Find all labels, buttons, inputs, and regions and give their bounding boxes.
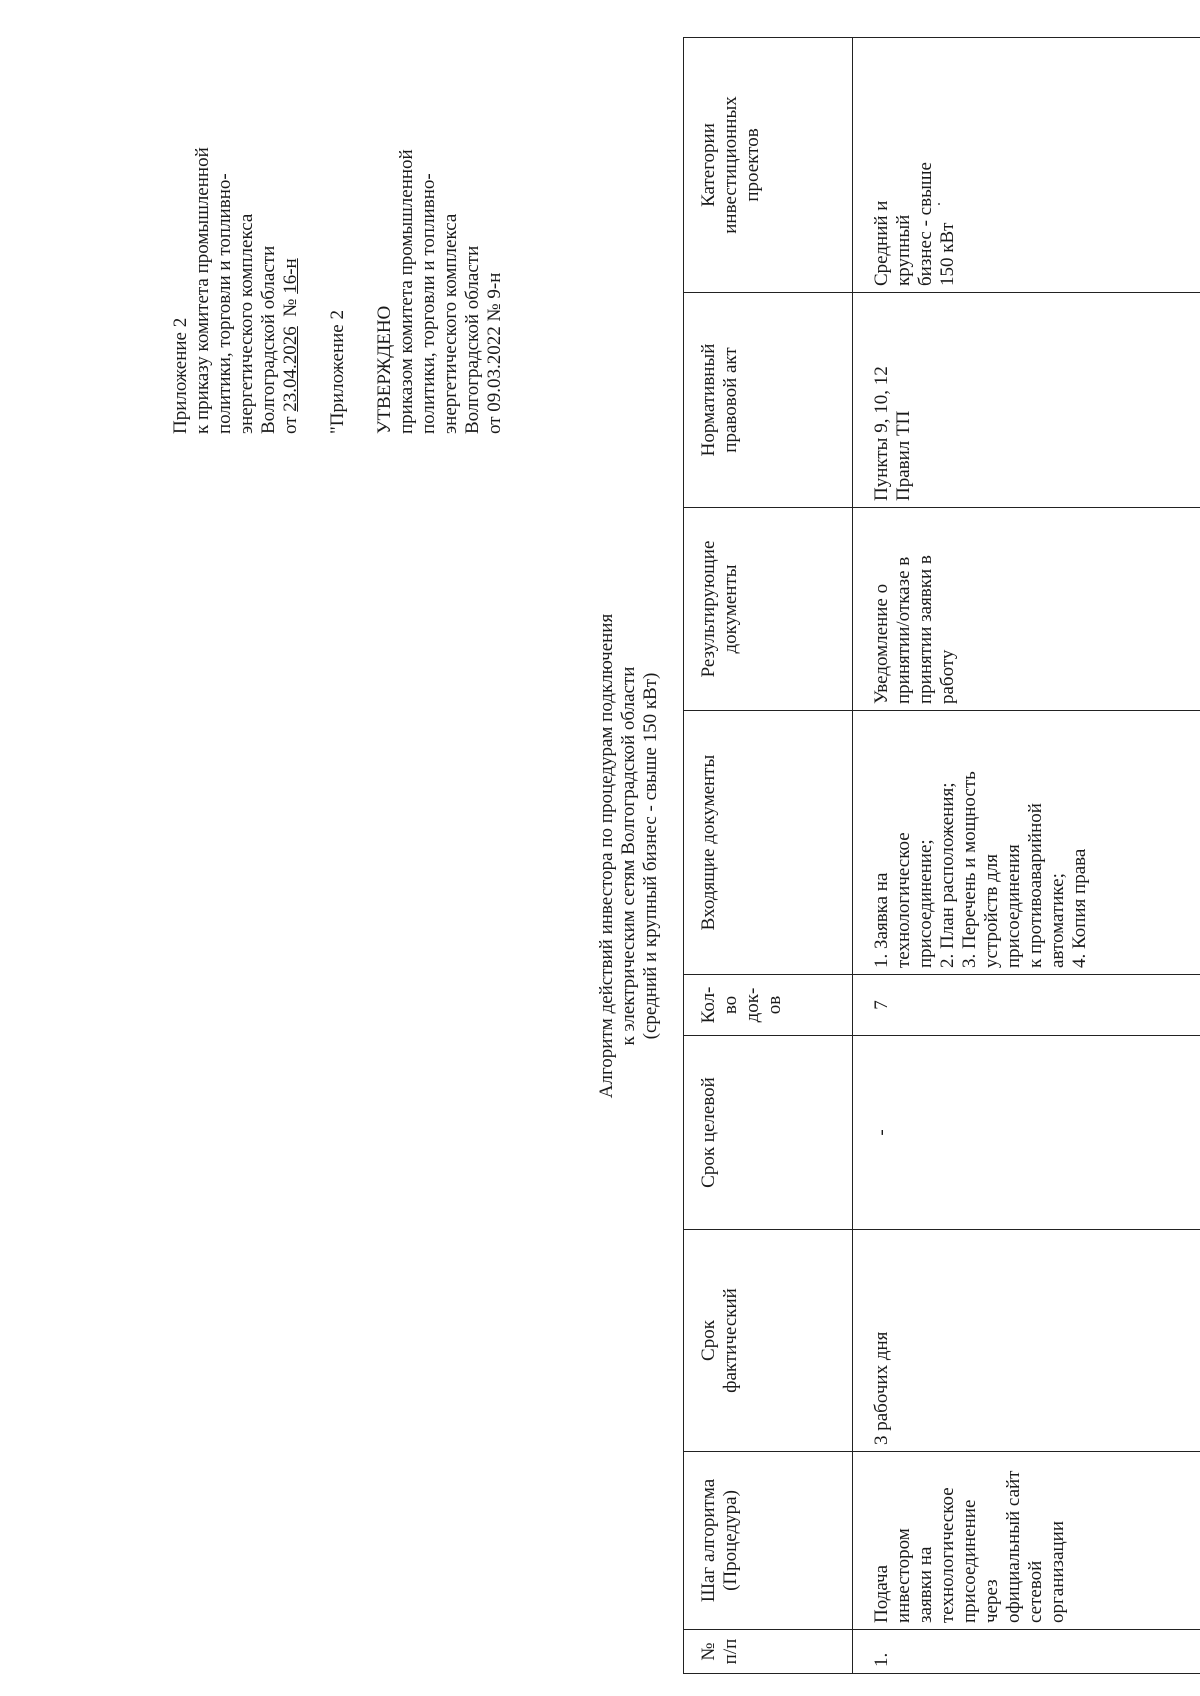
cell-line: Кол- [698, 986, 719, 1024]
cell-line: Правил ТП [893, 410, 914, 501]
cell-line: док- [742, 987, 763, 1023]
table-header-row [684, 38, 853, 1674]
order-date-line [280, 0, 302, 434]
appendix-line: Волгоградской области [258, 245, 279, 434]
cell-actual-term [853, 1230, 1200, 1452]
cell-line: инвестиционных [720, 96, 741, 234]
cell-line: заявки на [915, 1546, 936, 1623]
cell-num: 1. [853, 1630, 1200, 1674]
approved-line: энергетического комплекса [440, 213, 461, 434]
appendix-line: Приложение 2 [170, 317, 191, 434]
cell-line: № [698, 1642, 719, 1661]
header-incoming-docs [684, 711, 853, 975]
order-date: 23.04.2026 [280, 326, 301, 412]
cell-line: правовой акт [720, 347, 741, 453]
order-number: 16-н [280, 258, 301, 294]
cell-legal-act [853, 293, 1200, 508]
cell-categories [853, 38, 1200, 293]
header-num [684, 1630, 853, 1674]
appendix-line: к приказу комитета промышленной [192, 147, 213, 434]
cell-line: Шаг алгоритма [698, 1478, 719, 1603]
cell-line: Средний и [871, 200, 892, 286]
cell-line: фактический [720, 1288, 741, 1393]
header-legal-act [684, 293, 853, 508]
cell-line: Подача [871, 1564, 892, 1623]
approved-line: приказом комитета промышленной [396, 149, 417, 434]
approved-line: от 09.03.2022 № 9-н [484, 272, 505, 434]
cell-doc-count: 7 [853, 975, 1200, 1036]
cell-line: технологическое [937, 1487, 958, 1623]
cell-line: ов [764, 995, 785, 1015]
title-line: к электрическим сетям Волгоградской области [618, 666, 639, 1046]
cell-line: принятии/отказе в [893, 556, 914, 704]
appendix-line: политики, торговли и топливно- [214, 173, 235, 434]
approved-label: УТВЕРЖДЕНО [374, 305, 395, 434]
cell-resulting-docs [853, 508, 1200, 711]
header-actual-term [684, 1230, 853, 1452]
header-categories [684, 38, 853, 293]
cell-line: Пункты 9, 10, 12 [871, 366, 892, 501]
approved-line: политики, торговли и топливно- [418, 173, 439, 434]
cell-line: Уведомление о [871, 583, 892, 704]
cell-line: присоединения [1003, 844, 1024, 968]
cell-line: автоматике; [1047, 873, 1068, 968]
cell-line: (Процедура) [720, 1490, 741, 1591]
cell-line: Результирующие [698, 540, 719, 678]
appendix-line: энергетического комплекса [236, 213, 257, 434]
cell-line: Срок целевой [698, 1077, 719, 1188]
cell-line: 1. Заявка на [871, 872, 892, 968]
cell-line: бизнес - свыше [915, 162, 936, 286]
cell-line: присоединение [959, 1499, 980, 1623]
cell-line: 3. Перечень и мощность [959, 771, 980, 968]
cell-line: сетевой [1025, 1560, 1046, 1623]
title-line: Алгоритм действий инвестора по процедурам подключения [596, 613, 617, 1099]
cell-line: во [720, 995, 741, 1015]
cell-line: - [871, 1129, 892, 1136]
cell-line: присоединение; [915, 839, 936, 968]
cell-line: Нормативный [698, 343, 719, 457]
date-prefix: от [280, 411, 301, 434]
cell-line: инвестором [893, 1528, 914, 1623]
header-target-term [684, 1036, 853, 1230]
cell-line: п/п [720, 1638, 741, 1665]
cell-target-term [853, 1036, 1200, 1230]
number-prefix: № [280, 293, 301, 317]
algorithm-table [683, 37, 1200, 1674]
cell-line: 2. План расположения; [937, 782, 958, 968]
cell-line: документы [720, 564, 741, 654]
cell-line: крупный [893, 214, 914, 286]
previous-appendix-label: "Приложение 2 [327, 310, 348, 434]
cell-line: принятии заявки в [915, 555, 936, 704]
table-row [853, 38, 1200, 1674]
header-step [684, 1452, 853, 1630]
approved-line: Волгоградской области [462, 245, 483, 434]
cell-line: через [981, 1579, 1002, 1623]
cell-line: организации [1047, 1520, 1068, 1623]
cell-line: технологическое [893, 832, 914, 968]
cell-line: к противоаварийной [1025, 803, 1046, 968]
title-line: (средний и крупный бизнес - свыше 150 кВт) [640, 672, 661, 1040]
cell-line: официальный сайт [1003, 1470, 1024, 1623]
cell-line: проектов [742, 128, 763, 202]
cell-line: работу [937, 649, 958, 704]
appendix-block [170, 0, 506, 434]
cell-line: 4. Копия права [1069, 848, 1090, 968]
cell-line: 3 рабочих дня [871, 1331, 892, 1445]
header-doc-count [684, 975, 853, 1036]
cell-line: устройств для [981, 854, 1002, 968]
cell-line: Входящие документы [698, 754, 719, 931]
cell-line: Срок [698, 1320, 719, 1361]
header-resulting-docs [684, 508, 853, 711]
cell-step [853, 1452, 1200, 1630]
cell-line: 150 кВт [937, 222, 958, 286]
algorithm-title [596, 436, 662, 1276]
cell-line: Категории [698, 123, 719, 207]
cell-incoming-docs [853, 711, 1200, 975]
